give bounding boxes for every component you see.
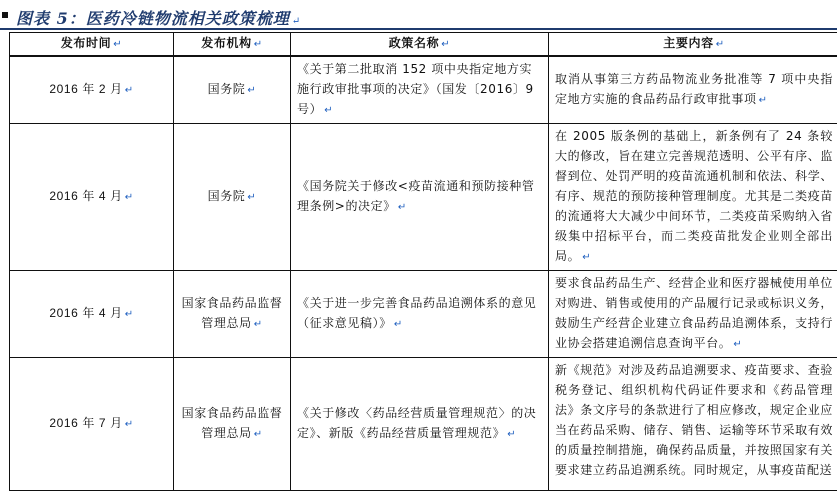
cell-date: 2016 年 4 月 ↵ (10, 271, 174, 358)
table-row (10, 124, 837, 271)
paragraph-mark-icon: ↵ (125, 309, 134, 320)
cell-date: 2016 年 7 月 ↵ (10, 358, 174, 491)
paragraph-mark-icon: ↵ (125, 85, 134, 96)
paragraph-mark-icon: ↵ (582, 252, 591, 263)
paragraph-mark-icon: ↵ (759, 95, 768, 106)
figure-title-text: 图表 5：医药冷链物流相关政策梳理 (16, 9, 290, 28)
cell-content: 取消从事第三方药品物流业务批准等 7 项中央指定地方实施的食品药品行政审批事项 ↵ (549, 56, 837, 124)
paragraph-mark-icon: ↵ (254, 39, 263, 50)
header-policy-name: 政策名称 ↵ (291, 33, 549, 57)
cell-date: 2016 年 4 月 ↵ (10, 124, 174, 271)
cell-policy-name: 《关于进一步完善食品药品追溯体系的意见（征求意见稿）》 ↵ (291, 271, 549, 358)
cell-policy-name: 《关于修改〈药品经营质量管理规范〉的决定》、新版《药品经营质量管理规范》 ↵ (291, 358, 549, 491)
cell-date: 2016 年 2 月 ↵ (10, 56, 174, 124)
header-content: 主要内容 ↵ (549, 33, 837, 57)
paragraph-mark-icon: ↵ (324, 105, 333, 116)
paragraph-mark-icon: ↵ (254, 429, 263, 440)
policy-table (9, 32, 837, 491)
paragraph-mark-icon: ↵ (716, 39, 725, 50)
paragraph-mark-icon: ↵ (247, 192, 256, 203)
table-row (10, 358, 837, 491)
cell-policy-name: 《关于第二批取消 152 项中央指定地方实施行政审批事项的决定》（国发〔2016〕9 号） ↵ (291, 56, 549, 124)
paragraph-mark-icon: ↵ (398, 202, 407, 213)
cell-org: 国家食品药品监督管理总局 ↵ (174, 358, 291, 491)
cell-content: 要求食品药品生产、经营企业和医疗器械使用单位对购进、销售或使用的产品履行记录或标识义务，鼓励生产经营企业建立食品药品追溯体系，支持行业协会搭建追溯信息查询平台。 ↵ (549, 271, 837, 358)
table-header-row (10, 33, 837, 57)
paragraph-mark-icon: ↵ (733, 339, 742, 350)
header-org: 发布机构 ↵ (174, 33, 291, 57)
paragraph-mark-icon: ↵ (394, 319, 403, 330)
table-row (10, 56, 837, 124)
cell-content: 在 2005 版条例的基础上，新条例有了 24 条较大的修改，旨在建立完善规范透明、公平有序、监督到位、处罚严明的疫苗流通机制和依法、科学、有序、规范的预防接种管理制度。尤其是二类疫苗的流通将大大减少中间环节，二类疫苗采购纳入省级集中招标平台，而二类疫苗批发企业则全部出局。 ↵ (549, 124, 837, 271)
cell-org: 国务院 ↵ (174, 56, 291, 124)
cell-org: 国家食品药品监督管理总局 ↵ (174, 271, 291, 358)
paragraph-mark-icon: ↵ (247, 85, 256, 96)
paragraph-mark-icon: ↵ (125, 419, 134, 430)
paragraph-mark-icon: ↵ (254, 319, 263, 330)
paragraph-mark-icon: ↵ (113, 39, 122, 50)
table-row (10, 271, 837, 358)
header-date: 发布时间 ↵ (10, 33, 174, 57)
figure-title-bar (0, 0, 837, 30)
cell-org: 国务院 ↵ (174, 124, 291, 271)
paragraph-mark-icon: ↵ (125, 192, 134, 203)
paragraph-mark-icon: ↵ (507, 429, 516, 440)
cell-policy-name: 《国务院关于修改<疫苗流通和预防接种管理条例>的决定》 ↵ (291, 124, 549, 271)
paragraph-mark-icon: ↵ (441, 39, 450, 50)
paragraph-mark-icon: ↵ (292, 16, 301, 27)
bullet-icon (2, 12, 8, 18)
figure-title (16, 6, 301, 29)
cell-content: 新《规范》对涉及药品追溯要求、疫苗要求、查验税务登记、组织机构代码证件要求和《药品管理法》条文序号的条款进行了相应修改，规定企业应当在药品采购、储存、销售、运输等环节采取有效的质量控制措施，确保药品质量，并按照国家有关要求建立药品追溯系统。同时规定，从事疫苗配送 (549, 358, 837, 491)
